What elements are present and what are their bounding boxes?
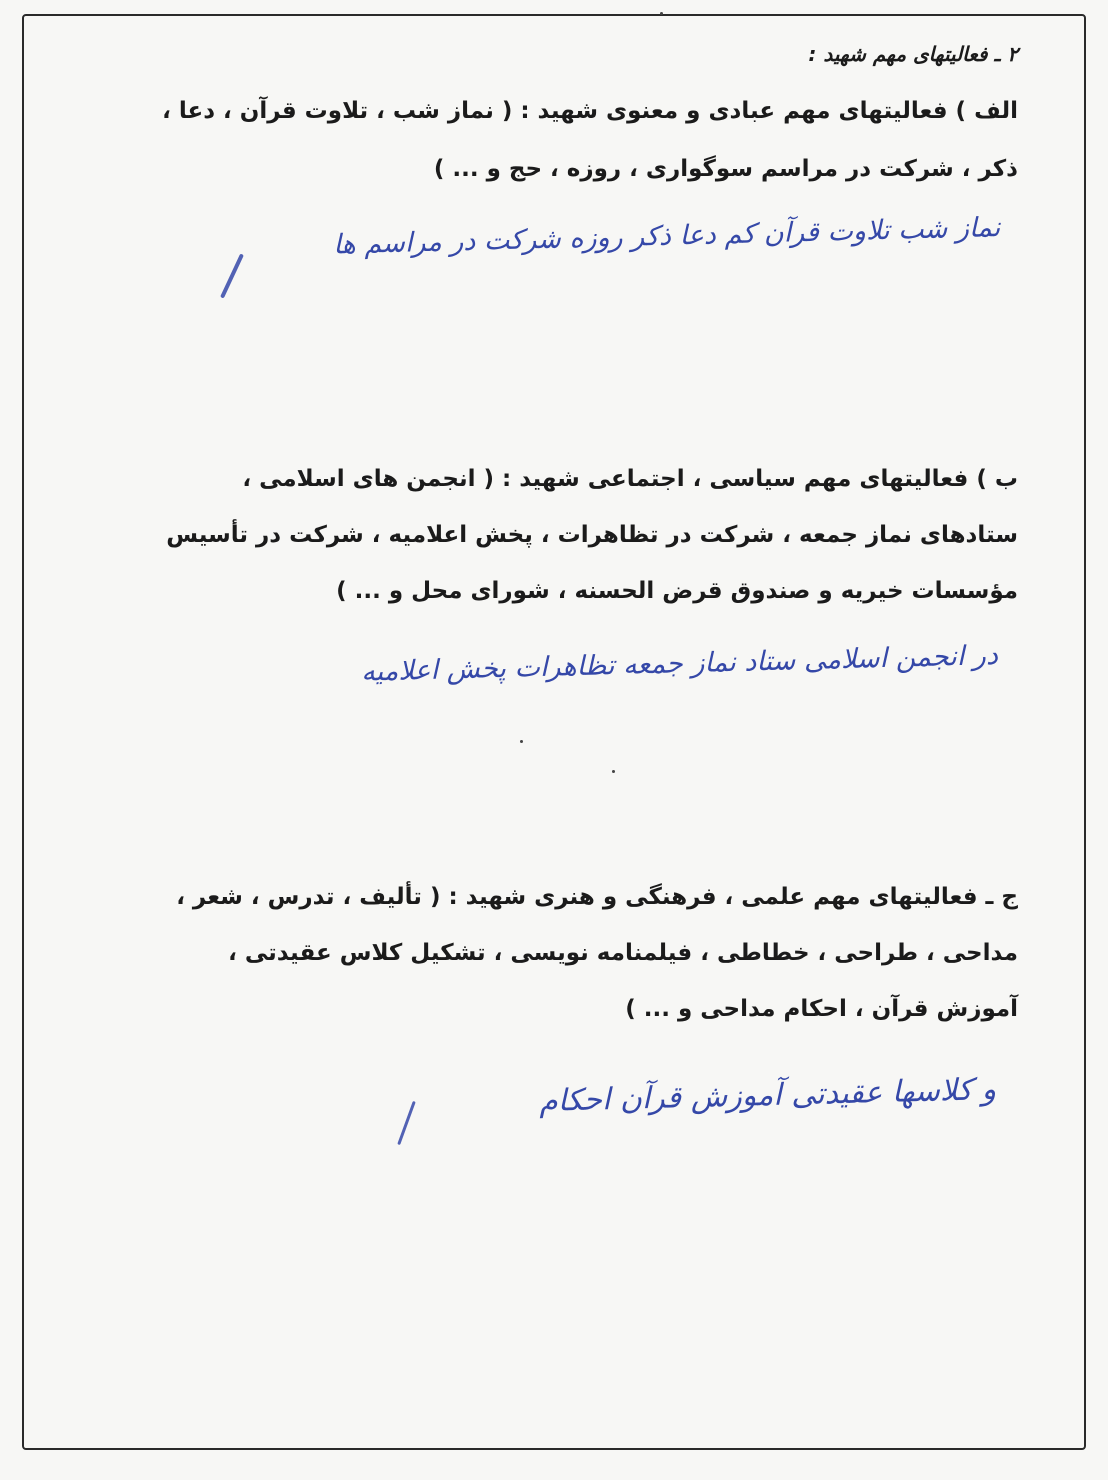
handwritten-answer-b: در انجمن اسلامی ستاد نماز جمعه تظاهرات پخش اعلامیه bbox=[360, 640, 999, 688]
section-a-line-2: ذکر ، شرکت در مراسم سوگواری ، روزه ، حج و ... ) bbox=[433, 156, 1018, 182]
scan-speck bbox=[520, 740, 523, 743]
section-heading: ۲ ـ فعالیتهای مهم شهید : bbox=[808, 42, 1018, 66]
section-c-line-2: مداحی ، طراحی ، خطاطی ، فیلمنامه نویسی ، تشکیل کلاس عقیدتی ، bbox=[228, 940, 1018, 966]
handwritten-answer-c: و کلاسها عقیدتی آموزش قرآن احکام bbox=[538, 1072, 997, 1119]
section-b-line-1: ب ) فعالیتهای مهم سیاسی ، اجتماعی شهید : ( انجمن های اسلامی ، bbox=[242, 466, 1018, 492]
section-b-line-3: مؤسسات خیریه و صندوق قرض الحسنه ، شورای محل و ... ) bbox=[336, 578, 1018, 604]
section-b-line-2: ستادهای نماز جمعه ، شرکت در تظاهرات ، پخش اعلامیه ، شرکت در تأسیس bbox=[166, 522, 1018, 548]
section-a-line-1: الف ) فعالیتهای مهم عبادی و معنوی شهید : ( نماز شب ، تلاوت قرآن ، دعا ، bbox=[162, 98, 1018, 124]
scan-speck bbox=[612, 770, 615, 773]
section-c-line-1: ج ـ فعالیتهای مهم علمی ، فرهنگی و هنری شهید : ( تألیف ، تدرس ، شعر ، bbox=[176, 884, 1018, 910]
handwritten-answer-a: نماز شب تلاوت قرآن کم دعا ذکر روزه شرکت در مراسم ها bbox=[332, 212, 1001, 261]
scan-speck bbox=[660, 12, 663, 15]
section-c-line-3: آموزش قرآن ، احکام مداحی و ... ) bbox=[625, 996, 1018, 1022]
